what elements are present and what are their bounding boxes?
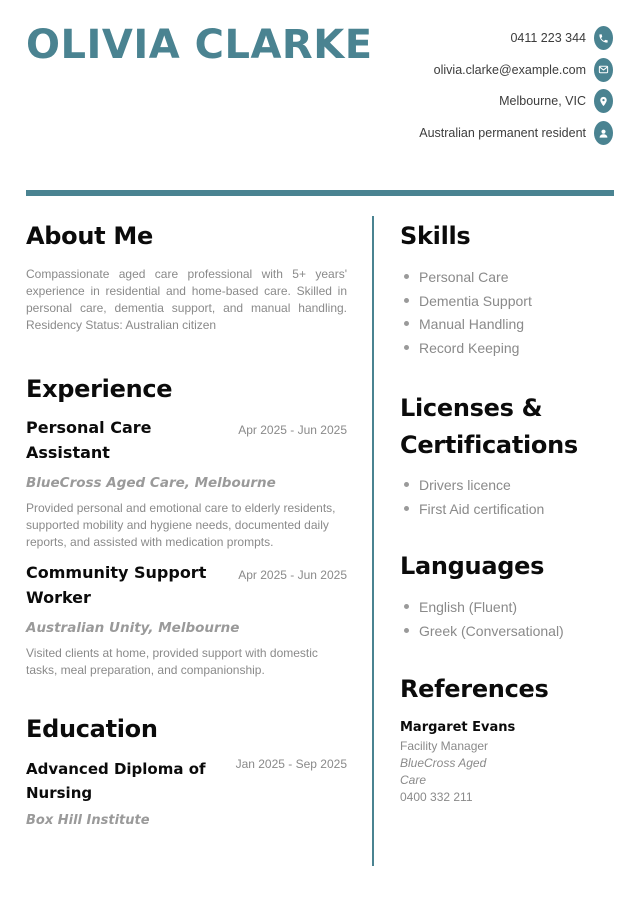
list-item: Dementia Support xyxy=(400,292,614,316)
job-title: Personal Care Assistant xyxy=(26,418,152,462)
list-item: Record Keeping xyxy=(400,339,614,363)
left-column xyxy=(26,222,347,828)
job-description: Visited clients at home, provided support with domestic tasks, meal preparation, and companionship. xyxy=(26,646,318,677)
references-title: References xyxy=(400,675,549,703)
phone-text: 0411 223 344 xyxy=(510,31,586,45)
job-company: BlueCross Aged Care, Melbourne xyxy=(26,475,276,491)
reference-name: Margaret Evans xyxy=(400,720,516,735)
job-dates: Apr 2025 - Jun 2025 xyxy=(238,423,347,437)
job-title: Community Support Worker xyxy=(26,563,207,607)
reference-entry xyxy=(400,720,614,806)
list-item: Personal Care xyxy=(400,268,614,292)
languages-list xyxy=(400,598,614,645)
contact-email xyxy=(283,58,613,82)
languages-title: Languages xyxy=(400,552,545,580)
email-text: olivia.clarke@example.com xyxy=(433,62,586,77)
about-title: About Me xyxy=(26,222,153,250)
reference-phone: 0400 332 211 xyxy=(400,790,473,804)
mail-icon xyxy=(594,58,613,82)
list-item: First Aid certification xyxy=(400,500,614,524)
reference-organisation: BlueCross Aged Care xyxy=(400,756,487,787)
education-title: Education xyxy=(26,715,158,743)
column-divider xyxy=(372,216,374,866)
location-text: Melbourne, VIC xyxy=(499,94,586,109)
education-entry xyxy=(26,757,347,828)
contact-list xyxy=(283,26,613,153)
job-dates: Apr 2025 - Jun 2025 xyxy=(238,568,347,582)
job-entry xyxy=(26,560,347,679)
phone-icon xyxy=(594,26,613,50)
degree-title: Advanced Diploma of Nursing xyxy=(26,760,206,802)
header-divider xyxy=(26,190,614,196)
list-item: Manual Handling xyxy=(400,315,614,339)
residency-text: Australian permanent resident xyxy=(419,126,586,141)
education-dates: Jan 2025 - Sep 2025 xyxy=(235,757,347,771)
job-description: Provided personal and emotional care to elderly residents, supported mobility and hygiene needs, documented daily reports, and assisted with medication prompts. xyxy=(26,501,336,549)
right-column xyxy=(400,222,614,806)
candidate-name: OLIVIA CLARKE xyxy=(26,22,373,68)
experience-title: Experience xyxy=(26,375,173,403)
skills-title: Skills xyxy=(400,222,471,250)
list-item: Drivers licence xyxy=(400,476,614,500)
location-pin-icon xyxy=(594,89,613,113)
contact-residency xyxy=(283,121,613,145)
licenses-list xyxy=(400,476,614,523)
person-icon xyxy=(594,121,613,145)
list-item: English (Fluent) xyxy=(400,598,614,622)
job-entry xyxy=(26,415,347,551)
job-company: Australian Unity, Melbourne xyxy=(26,620,240,636)
licenses-title: Licenses & Certifications xyxy=(400,394,578,459)
about-text: Compassionate aged care professional with 5+ years' experience in residential and home-based care. Skilled in personal care, dementia support, and manual handling. Residency Status: Australian citizen xyxy=(26,267,347,332)
contact-phone xyxy=(283,26,613,50)
reference-role: Facility Manager xyxy=(400,739,489,753)
skills-list xyxy=(400,268,614,362)
contact-location xyxy=(283,89,613,113)
institution: Box Hill Institute xyxy=(26,813,150,828)
list-item: Greek (Conversational) xyxy=(400,622,614,646)
